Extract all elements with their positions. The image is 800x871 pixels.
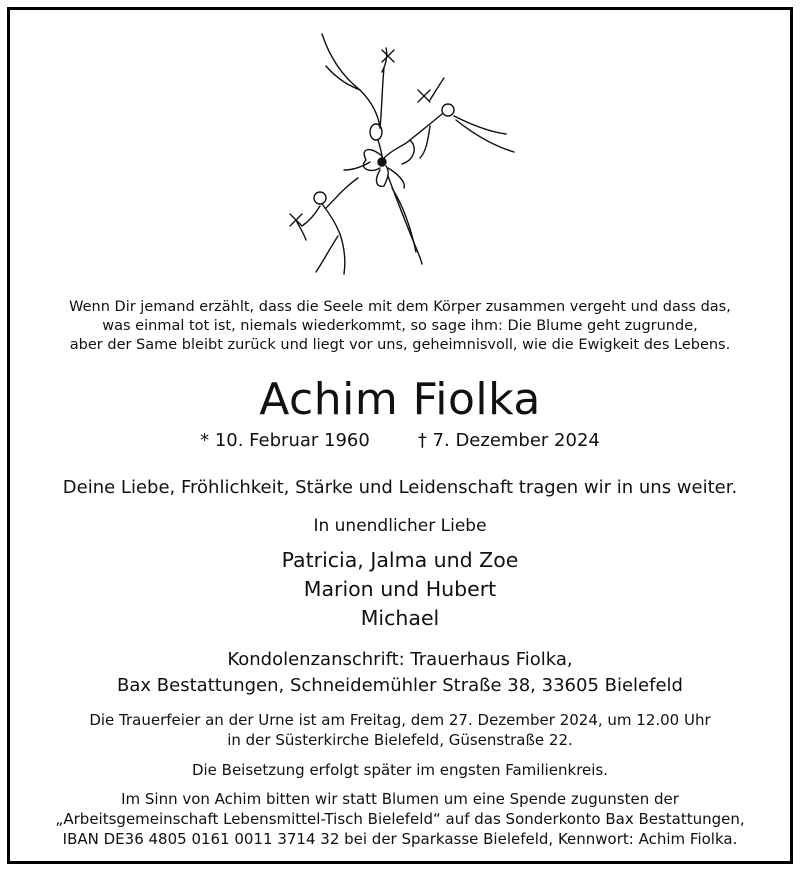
poem-quote (0, 298, 800, 355)
death-date: † 7. Dezember 2024 (417, 430, 600, 451)
ceremony-line: in der Süsterkirche Bielefeld, Güsenstraße 22. (227, 731, 573, 749)
donation-info (0, 789, 800, 849)
deceased-name: Achim Fiolka (259, 374, 541, 425)
family-names (0, 546, 800, 633)
quote-line: was einmal tot ist, niemals wiederkommt, so sage ihm: Die Blume geht zugrunde, (102, 318, 698, 334)
birth-date: * 10. Februar 1960 (200, 430, 370, 451)
right-figure-icon (410, 78, 514, 158)
address-line: Kondolenzanschrift: Trauerhaus Fiolka, (227, 649, 573, 670)
dancing-figures-flower-drawing-icon (270, 28, 530, 283)
small-flower-icon (382, 50, 394, 62)
small-flower-icon (290, 214, 306, 240)
family-member: Michael (360, 606, 440, 630)
quote-line: Wenn Dir jemand erzählt, dass die Seele mit dem Körper zusammen vergeht und dass das, (69, 299, 731, 315)
ceremony-line: Die Trauerfeier an der Urne ist am Freitag, dem 27. Dezember 2024, um 12.00 Uhr (89, 711, 711, 729)
left-figure-icon (302, 178, 358, 274)
burial-info: Die Beisetzung erfolgt später im engsten Familienkreis. (191, 761, 609, 779)
donation-line: Im Sinn von Achim bitten wir statt Blumen um eine Spende zugunsten der (121, 790, 679, 808)
family-member: Marion und Hubert (303, 577, 497, 601)
signoff-line: In unendlicher Liebe (313, 516, 487, 536)
top-figure-icon (322, 34, 387, 160)
life-dates (0, 428, 800, 454)
donation-line: IBAN DE36 4805 0161 0011 3714 32 bei der Sparkasse Bielefeld, Kennwort: Achim Fiolka. (62, 830, 738, 848)
address-line: Bax Bestattungen, Schneidemühler Straße 38, 33605 Bielefeld (117, 675, 683, 696)
family-member: Patricia, Jalma und Zoe (281, 548, 519, 572)
motto-line: Deine Liebe, Fröhlichkeit, Stärke und Leidenschaft tragen wir in uns weiter. (62, 477, 738, 498)
quote-line: aber der Same bleibt zurück und liegt vor uns, geheimnisvoll, wie die Ewigkeit des Lebens. (69, 337, 731, 353)
condolence-address (0, 647, 800, 699)
ceremony-info (0, 710, 800, 750)
central-flower-icon (344, 140, 422, 264)
donation-line: „Arbeitsgemeinschaft Lebensmittel-Tisch Bielefeld“ auf das Sonderkonto Bax Bestattungen, (55, 810, 745, 828)
